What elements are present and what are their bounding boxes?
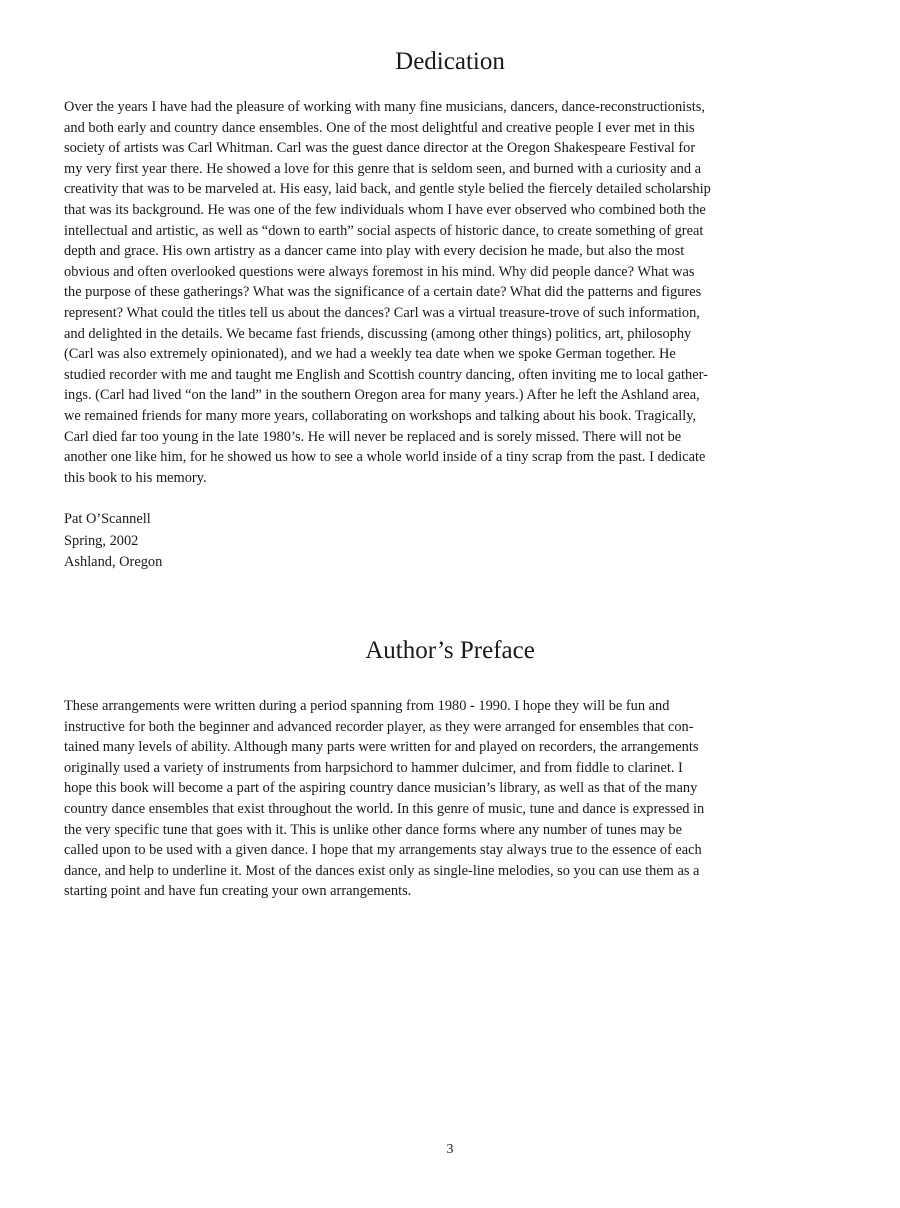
- dedication-line: my very first year there. He showed a love for this genre that is seldom seen, and burned with a curiosity and a: [64, 160, 701, 177]
- dedication-line: (Carl was also extremely opinionated), and we had a weekly tea date when we spoke German together. He: [64, 346, 676, 363]
- dedication-line: creativity that was to be marveled at. His easy, laid back, and gentle style belied the fiercely detailed scholarship: [64, 181, 711, 198]
- dedication-line: and both early and country dance ensembles. One of the most delightful and creative people I ever met in this: [64, 119, 695, 136]
- dedication-heading: Dedication: [395, 48, 505, 75]
- preface-line: originally used a variety of instruments from harpsichord to hammer dulcimer, and from fiddle to clarinet. I: [64, 759, 683, 776]
- dedication-line: Over the years I have had the pleasure of working with many fine musicians, dancers, dance-reconstructionists,: [64, 99, 705, 115]
- dedication-line: represent? What could the titles tell us about the dances? Carl was a virtual treasure-trove of such information,: [64, 304, 700, 321]
- preface-line: starting point and have fun creating your own arrangements.: [64, 883, 412, 900]
- dedication-line: the purpose of these gatherings? What was the significance of a certain date? What did the patterns and figures: [64, 284, 702, 301]
- preface-line: dance, and help to underline it. Most of the dances exist only as single-line melodies, so you can use them as a: [64, 862, 700, 879]
- signature-date: Spring, 2002: [64, 532, 139, 549]
- dedication-line: this book to his memory.: [64, 469, 207, 486]
- preface-line: These arrangements were written during a period spanning from 1980 - 1990. I hope they will be fun and: [64, 698, 670, 714]
- dedication-line: studied recorder with me and taught me English and Scottish country dancing, often inviting me to local gather-: [64, 366, 708, 383]
- dedication-line: and delighted in the details. We became fast friends, discussing (among other things) politics, art, philosophy: [64, 325, 692, 342]
- preface-line: hope this book will become a part of the aspiring country dance musician’s library, as well as that of the many: [64, 780, 698, 797]
- preface-line: country dance ensembles that exist throughout the world. In this genre of music, tune and dance is expressed in: [64, 800, 705, 817]
- dedication-line: that was its background. He was one of the few individuals whom I have ever observed who combined both the: [64, 201, 706, 218]
- signature-block: [64, 509, 162, 574]
- dedication-line: depth and grace. His own artistry as a dancer came into play with every decision he made, but also the most: [64, 243, 685, 260]
- dedication-line: Carl died far too young in the late 1980’s. He will never be replaced and is sorely missed. There will not be: [64, 428, 682, 445]
- preface-paragraph: [64, 696, 836, 902]
- dedication-line: obvious and often overlooked questions were always foremost in his mind. Why did people dance? What was: [64, 263, 695, 280]
- dedication-line: another one like him, for he showed us how to see a whole world inside of a tiny scrap from the past. I dedicate: [64, 449, 706, 466]
- preface-line: tained many levels of ability. Although many parts were written for and played on recorders, the arrangements: [64, 739, 699, 756]
- dedication-paragraph: [64, 97, 836, 488]
- preface-line: the very specific tune that goes with it. This is unlike other dance forms where any number of tunes may be: [64, 821, 682, 838]
- preface-heading: Author’s Preface: [365, 637, 535, 664]
- preface-line: instructive for both the beginner and advanced recorder player, as they were arranged for ensembles that con-: [64, 718, 694, 735]
- dedication-line: ings. (Carl had lived “on the land” in the southern Oregon area for many years.) After he left the Ashland area,: [64, 387, 700, 404]
- author-name: Pat O’Scannell: [64, 511, 151, 527]
- signature-place: Ashland, Oregon: [64, 554, 163, 570]
- dedication-line: we remained friends for many more years, collaborating on workshops and talking about his book. Tragically,: [64, 407, 697, 424]
- page-number: 3: [446, 1142, 454, 1157]
- preface-line: called upon to be used with a given dance. I hope that my arrangements stay always true to the essence of each: [64, 842, 702, 859]
- dedication-line: intellectual and artistic, as well as “down to earth” social aspects of historic dance, to create something of great: [64, 222, 704, 239]
- dedication-line: society of artists was Carl Whitman. Carl was the guest dance director at the Oregon Shakespeare Festival for: [64, 140, 696, 157]
